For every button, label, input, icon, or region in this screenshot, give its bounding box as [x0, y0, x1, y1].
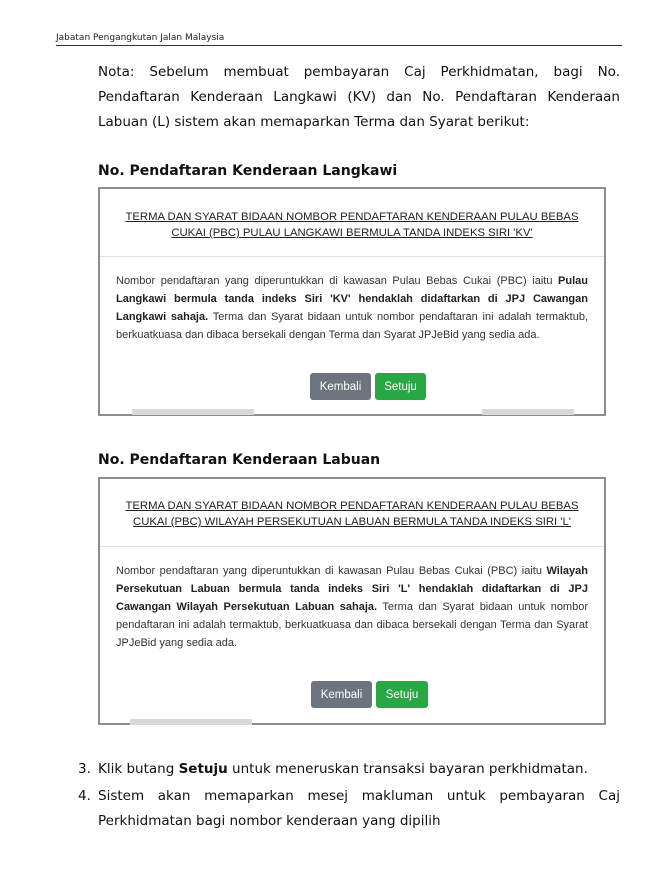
modal-heading: TERMA DAN SYARAT BIDAAN NOMBOR PENDAFTARAN KENDERAAN PULAU BEBAS CUKAI (PBC) PULAU LANGKAWI BERMULA TANDA INDEKS SIRI 'KV' — [125, 211, 579, 239]
step-text: Klik butang — [98, 761, 179, 777]
modal-heading: TERMA DAN SYARAT BIDAAN NOMBOR PENDAFTARAN KENDERAAN PULAU BEBAS CUKAI (PBC) WILAYAH PERSEKUTUAN LABUAN BERMULA TANDA INDEKS SIRI 'L' — [125, 500, 579, 528]
step-text: Sistem akan memaparkan mesej makluman untuk pembayaran Caj Perkhidmatan bagi nombor kenderaan yang dipilih — [98, 788, 620, 829]
obscured-text-fragment — [482, 409, 574, 415]
step-text-continued: untuk meneruskan transaksi bayaran perkhidmatan. — [227, 761, 588, 777]
body-text: Nombor pendaftaran yang diperuntukkan di kawasan Pulau Bebas Cukai (PBC) iaitu — [116, 275, 559, 287]
step-bold-text: Setuju — [178, 761, 228, 777]
modal-divider — [100, 256, 604, 257]
body-text-continued: Terma dan Syarat bidaan untuk nombor pendaftaran ini adalah termaktub, berkuatkuasa dan dibaca bersekali dengan Terma dan Syarat JPJeBid yang sedia ada. — [116, 601, 588, 649]
list-number: 3. — [78, 761, 91, 777]
list-text — [98, 784, 620, 834]
body-text: Nombor pendaftaran yang diperuntukkan di kawasan Pulau Bebas Cukai (PBC) iaitu — [116, 565, 547, 577]
modal-body — [116, 562, 588, 652]
body-bold-text: Pulau Langkawi bermula tanda indeks Siri 'KV' hendaklah didaftarkan di JPJ Cawangan Langkawi sahaja. — [116, 275, 588, 323]
running-header: Jabatan Pengangkutan Jalan Malaysia — [56, 33, 622, 46]
back-button[interactable]: Kembali — [310, 373, 371, 400]
modal-body — [116, 272, 588, 344]
section-title-labuan: No. Pendaftaran Kenderaan Labuan — [98, 452, 381, 468]
back-button[interactable]: Kembali — [311, 681, 372, 708]
intro-note: Nota: Sebelum membuat pembayaran Caj Perkhidmatan, bagi No. Pendaftaran Kenderaan Langkawi (KV) dan No. Pendaftaran Kenderaan Labuan (L) sistem akan memaparkan Terma dan Syarat berikut: — [98, 64, 620, 130]
agree-button[interactable]: Setuju — [376, 681, 428, 708]
obscured-text-fragment — [130, 719, 252, 725]
agree-button[interactable]: Setuju — [375, 373, 426, 400]
list-text — [98, 757, 620, 782]
section-title-langkawi: No. Pendaftaran Kenderaan Langkawi — [98, 163, 398, 179]
terms-modal-langkawi — [98, 187, 606, 416]
modal-divider — [100, 546, 604, 547]
body-text-continued: Terma dan Syarat bidaan untuk nombor pendaftaran ini adalah termaktub, berkuatkuasa dan dibaca bersekali dengan Terma dan Syarat JPJeBid yang sedia ada. — [116, 311, 589, 341]
obscured-text-fragment — [132, 409, 254, 415]
body-bold-text: Wilayah Persekutuan Labuan bermula tanda indeks Siri 'L' hendaklah didaftarkan di JPJ Cawangan Wilayah Persekutuan Labuan sahaja. — [116, 565, 588, 613]
list-number: 4. — [78, 788, 91, 804]
terms-modal-labuan — [98, 477, 606, 725]
